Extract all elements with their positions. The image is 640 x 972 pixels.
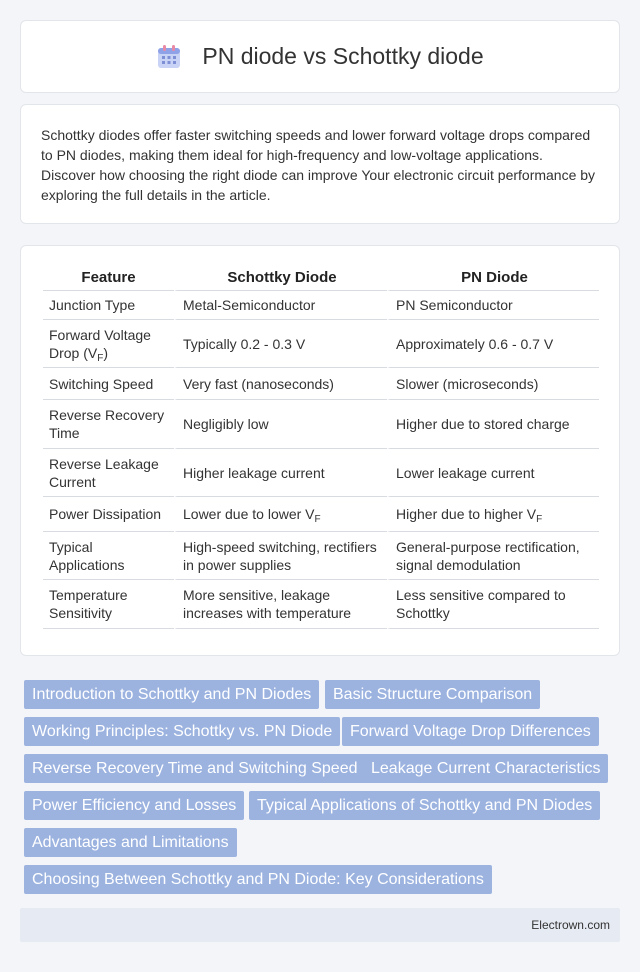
feature-cell: Reverse Leakage Current [43,449,174,497]
table-row [43,449,599,497]
footer-site[interactable]: Electrown.com [531,918,610,932]
tag-basic-structure[interactable]: Basic Structure Comparison [325,680,540,709]
feature-cell: Junction Type [43,291,174,320]
schottky-cell: Typically 0.2 - 0.3 V [174,320,387,368]
pn-cell: PN Semiconductor [387,291,599,320]
feature-cell: Forward Voltage Drop $(V_F)$ [43,320,174,368]
schottky-cell: Metal-Semiconductor [174,291,387,320]
comparison-table [43,266,599,629]
feature-cell: Reverse Recovery Time [43,400,174,449]
title-card [20,20,620,93]
schottky-cell: High-speed switching, rectifiers in power supplies [174,532,387,580]
table-row [43,368,599,400]
table-row [43,580,599,629]
feature-cell: Switching Speed [43,368,174,400]
table-row [43,291,599,320]
feature-cell: Power Dissipation [43,497,174,532]
tag-power-efficiency[interactable]: Power Efficiency and Losses [24,791,244,820]
feature-cell: Temperature Sensitivity [43,580,174,629]
schottky-cell: More sensitive, leakage increases with temperature [174,580,387,629]
tag-introduction[interactable]: Introduction to Schottky and PN Diodes [24,680,319,709]
pn-cell: General-purpose rectification, signal demodulation [387,532,599,580]
pn-cell: Slower (microseconds) [387,368,599,400]
tag-forward-voltage[interactable]: Forward Voltage Drop Differences [342,717,599,746]
tag-advantages[interactable]: Advantages and Limitations [24,828,237,857]
feature-cell: Typical Applications [43,532,174,580]
tag-choosing[interactable]: Choosing Between Schottky and PN Diode: Key Considerations [24,865,492,894]
pn-cell: Lower leakage current [387,449,599,497]
table-row [43,532,599,580]
calendar-icon [156,44,182,70]
pn-cell: Approximately 0.6 - 0.7 V [387,320,599,368]
intro-text: Schottky diodes offer faster switching speeds and lower forward voltage drops compared to PN diodes, making them ideal for high-frequency and low-voltage applications. Discover how choosing the right diode can improve Your electronic circuit performance by exploring the full details in the article. [41,127,596,203]
table-row [43,320,599,368]
tag-leakage-current[interactable]: Leakage Current Characteristics [363,754,608,783]
tag-working-principles[interactable]: Working Principles: Schottky vs. PN Diode [24,717,340,746]
pn-cell: Less sensitive compared to Schottky [387,580,599,629]
comparison-table-card [20,245,620,656]
table-row [43,497,599,532]
schottky-cell: Higher leakage current [174,449,387,497]
column-header: Feature [43,266,174,291]
schottky-cell: Very fast (nanoseconds) [174,368,387,400]
pn-cell: Higher due to higher $V_F$ [387,497,599,532]
pn-cell: Higher due to stored charge [387,400,599,449]
intro-card [20,104,620,224]
page-title: PN diode vs Schottky diode [202,43,484,69]
footer [20,908,620,942]
column-header: Schottky Diode [174,266,387,291]
tag-typical-applications[interactable]: Typical Applications of Schottky and PN Diodes [249,791,600,820]
schottky-cell: Negligibly low [174,400,387,449]
tag-reverse-recovery[interactable]: Reverse Recovery Time and Switching Speed [24,754,366,783]
table-row [43,400,599,449]
schottky-cell: Lower due to lower $V_F$ [174,497,387,532]
column-header: PN Diode [387,266,599,291]
